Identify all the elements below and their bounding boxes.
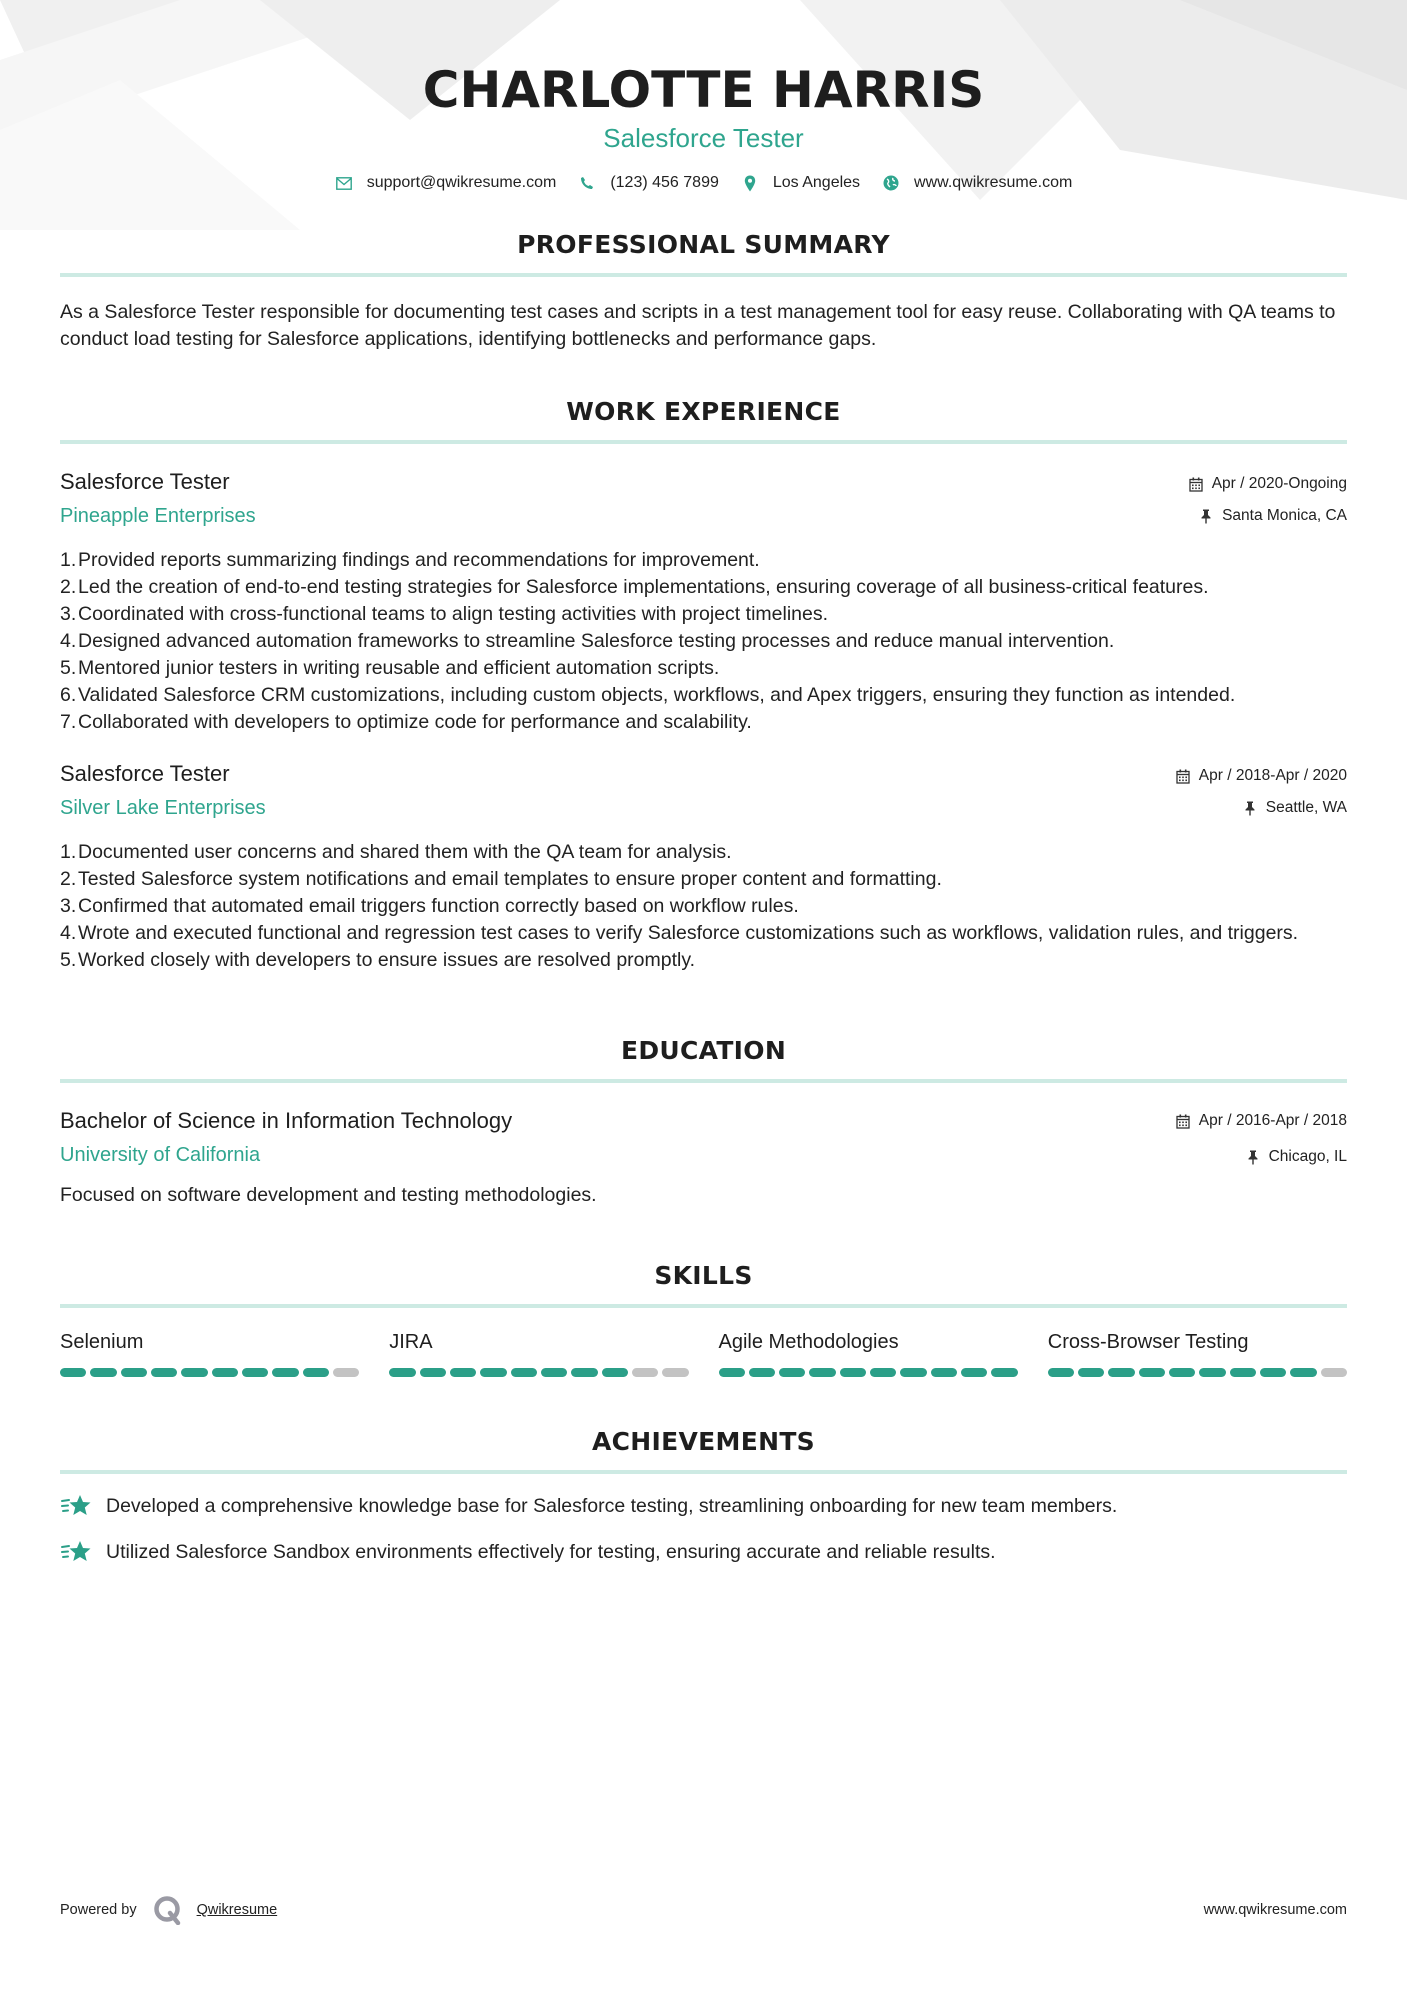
skill-segment	[1230, 1368, 1256, 1377]
pushpin-icon	[1245, 1149, 1261, 1165]
achievements-list	[60, 1492, 1347, 1566]
skill-segment	[840, 1368, 866, 1377]
contact-location	[741, 174, 860, 192]
job-entry	[60, 468, 1347, 736]
job-bullet: 4. Wrote and executed functional and regression test cases to verify Salesforce customizations such as workflows, validation rules, and triggers.	[60, 922, 1299, 944]
skill-segment	[541, 1368, 567, 1377]
skill-segment	[389, 1368, 415, 1377]
education-location: Chicago, IL	[1268, 1148, 1347, 1165]
skill-segment	[1290, 1368, 1316, 1377]
job-bullet: 7. Collaborated with developers to optimize code for performance and scalability.	[60, 711, 752, 733]
achievements-heading: ACHIEVEMENTS	[592, 1427, 815, 1456]
skill-level-bar	[719, 1368, 1018, 1377]
skill-segment	[1260, 1368, 1286, 1377]
skill-segment	[870, 1368, 896, 1377]
skill-segment	[480, 1368, 506, 1377]
skill-segment	[121, 1368, 147, 1377]
skill-level-bar	[389, 1368, 688, 1377]
envelope-icon	[335, 174, 353, 192]
contact-phone-text: (123) 456 7899	[610, 174, 719, 191]
skill-segment	[991, 1368, 1017, 1377]
powered-by-label: Powered by	[60, 1902, 137, 1918]
candidate-title: Salesforce Tester	[603, 123, 804, 153]
achievement-text: Utilized Salesforce Sandbox environments effectively for testing, ensuring accurate and reliable results.	[106, 1541, 996, 1563]
skill-segment	[90, 1368, 116, 1377]
resume-header	[60, 0, 1347, 192]
calendar-icon	[1175, 768, 1191, 784]
achievement-text: Developed a comprehensive knowledge base for Salesforce testing, streamlining onboarding for new team members.	[106, 1495, 1118, 1517]
skill-item	[1048, 1330, 1347, 1377]
skill-segment	[719, 1368, 745, 1377]
skill-segment	[961, 1368, 987, 1377]
achievement-item	[60, 1492, 1347, 1520]
achievements-section	[60, 1427, 1347, 1566]
skill-name: Cross-Browser Testing	[1047, 1331, 1249, 1353]
skill-segment	[1169, 1368, 1195, 1377]
globe-icon	[882, 174, 900, 192]
skill-segment	[272, 1368, 298, 1377]
job-role: Salesforce Tester	[60, 469, 230, 494]
footer	[60, 1895, 1347, 1925]
education-heading: EDUCATION	[620, 1036, 787, 1065]
education-entry	[60, 1107, 1347, 1209]
degree: Bachelor of Science in Information Technology	[60, 1108, 513, 1133]
skill-segment	[1048, 1368, 1074, 1377]
skill-segment	[779, 1368, 805, 1377]
job-bullet: 5. Mentored junior testers in writing reusable and efficient automation scripts.	[60, 657, 720, 679]
summary-heading: PROFESSIONAL SUMMARY	[517, 230, 890, 259]
skills-heading: SKILLS	[654, 1261, 753, 1290]
job-entry	[60, 760, 1347, 974]
work-experience-heading: WORK EXPERIENCE	[566, 397, 841, 426]
skill-level-bar	[60, 1368, 359, 1377]
skill-segment	[809, 1368, 835, 1377]
skill-segment	[749, 1368, 775, 1377]
skill-segment	[511, 1368, 537, 1377]
calendar-icon	[1188, 476, 1204, 492]
skill-segment	[900, 1368, 926, 1377]
section-divider	[60, 1304, 1347, 1308]
job-bullet: 1. Provided reports summarizing findings and recommendations for improvement.	[60, 549, 760, 571]
map-marker-icon	[741, 174, 759, 192]
skill-segment	[333, 1368, 359, 1377]
skill-segment	[181, 1368, 207, 1377]
education-section	[60, 1036, 1347, 1209]
skill-segment	[212, 1368, 238, 1377]
candidate-name: CHARLOTTE HARRIS	[422, 61, 985, 119]
skill-segment	[303, 1368, 329, 1377]
skill-name: Agile Methodologies	[718, 1331, 899, 1353]
skill-item	[60, 1330, 359, 1377]
skill-segment	[1321, 1368, 1347, 1377]
skills-grid	[60, 1330, 1347, 1377]
contact-email-text: support@qwikresume.com	[366, 174, 557, 191]
skill-segment	[571, 1368, 597, 1377]
job-bullets	[60, 547, 1347, 736]
skill-segment	[662, 1368, 688, 1377]
skill-name: Selenium	[60, 1331, 144, 1353]
qwikresume-logo-icon	[153, 1895, 183, 1925]
summary-section	[60, 230, 1347, 353]
skill-segment	[632, 1368, 658, 1377]
job-dates: Apr / 2020-Ongoing	[1211, 475, 1347, 492]
job-bullet: 1. Documented user concerns and shared them with the QA team for analysis.	[60, 841, 732, 863]
section-divider	[60, 440, 1347, 444]
skill-segment	[60, 1368, 86, 1377]
contact-email[interactable]	[335, 174, 557, 192]
skill-level-bar	[1048, 1368, 1347, 1377]
section-divider	[60, 1470, 1347, 1474]
shooting-star-icon	[60, 1538, 92, 1566]
section-divider	[60, 1079, 1347, 1083]
shooting-star-icon	[60, 1492, 92, 1520]
skill-segment	[420, 1368, 446, 1377]
job-role: Salesforce Tester	[60, 761, 230, 786]
pushpin-icon	[1198, 508, 1214, 524]
contact-location-text: Los Angeles	[772, 174, 861, 191]
skill-segment	[931, 1368, 957, 1377]
skill-segment	[242, 1368, 268, 1377]
skill-segment	[151, 1368, 177, 1377]
contact-bar	[60, 174, 1347, 192]
contact-website[interactable]	[882, 174, 1072, 192]
summary-text: As a Salesforce Tester responsible for documenting test cases and scripts in a test management tool for easy reuse. Collaborating with QA teams to conduct load testing for Salesforce applications, identifying bottlenecks and performance gaps.	[60, 301, 1336, 350]
job-bullet: 3. Coordinated with cross-functional teams to align testing activities with project timelines.	[60, 603, 829, 625]
education-dates: Apr / 2016-Apr / 2018	[1198, 1112, 1347, 1129]
section-divider	[60, 273, 1347, 277]
job-company: Silver Lake Enterprises	[60, 797, 266, 819]
skill-segment	[1108, 1368, 1134, 1377]
job-location: Santa Monica, CA	[1222, 507, 1347, 524]
job-location: Seattle, WA	[1265, 799, 1347, 816]
phone-icon	[578, 174, 596, 192]
footer-website[interactable]: www.qwikresume.com	[1203, 1902, 1347, 1918]
skill-item	[719, 1330, 1018, 1377]
job-bullets	[60, 839, 1347, 974]
job-bullet: 2. Tested Salesforce system notifications and email templates to ensure proper content and formatting.	[60, 868, 942, 890]
skill-segment	[1139, 1368, 1165, 1377]
job-bullet: 5. Worked closely with developers to ensure issues are resolved promptly.	[60, 949, 696, 971]
skill-segment	[1078, 1368, 1104, 1377]
skill-segment	[450, 1368, 476, 1377]
school: University of California	[60, 1144, 261, 1166]
contact-phone[interactable]	[578, 174, 719, 192]
job-bullet: 2. Led the creation of end-to-end testing strategies for Salesforce implementations, ensuring coverage of all business-critical features.	[60, 576, 1209, 598]
qwikresume-link[interactable]: Qwikresume	[196, 1902, 278, 1918]
job-bullet: 6. Validated Salesforce CRM customizations, including custom objects, workflows, and Apex triggers, ensuring they function as intended.	[60, 684, 1236, 706]
skill-segment	[1199, 1368, 1225, 1377]
achievement-item	[60, 1538, 1347, 1566]
skills-section	[60, 1261, 1347, 1377]
work-experience-section	[60, 397, 1347, 974]
job-dates: Apr / 2018-Apr / 2020	[1198, 767, 1347, 784]
job-company: Pineapple Enterprises	[60, 505, 256, 527]
job-bullet: 3. Confirmed that automated email triggers function correctly based on workflow rules.	[60, 895, 799, 917]
calendar-icon	[1175, 1113, 1191, 1129]
education-description: Focused on software development and testing methodologies.	[60, 1184, 597, 1206]
job-bullet: 4. Designed advanced automation frameworks to streamline Salesforce testing processes and reduce manual intervention.	[60, 630, 1115, 652]
skill-name: JIRA	[389, 1331, 433, 1353]
pushpin-icon	[1242, 800, 1258, 816]
skill-segment	[602, 1368, 628, 1377]
contact-website-text: www.qwikresume.com	[914, 174, 1073, 191]
skill-item	[389, 1330, 688, 1377]
